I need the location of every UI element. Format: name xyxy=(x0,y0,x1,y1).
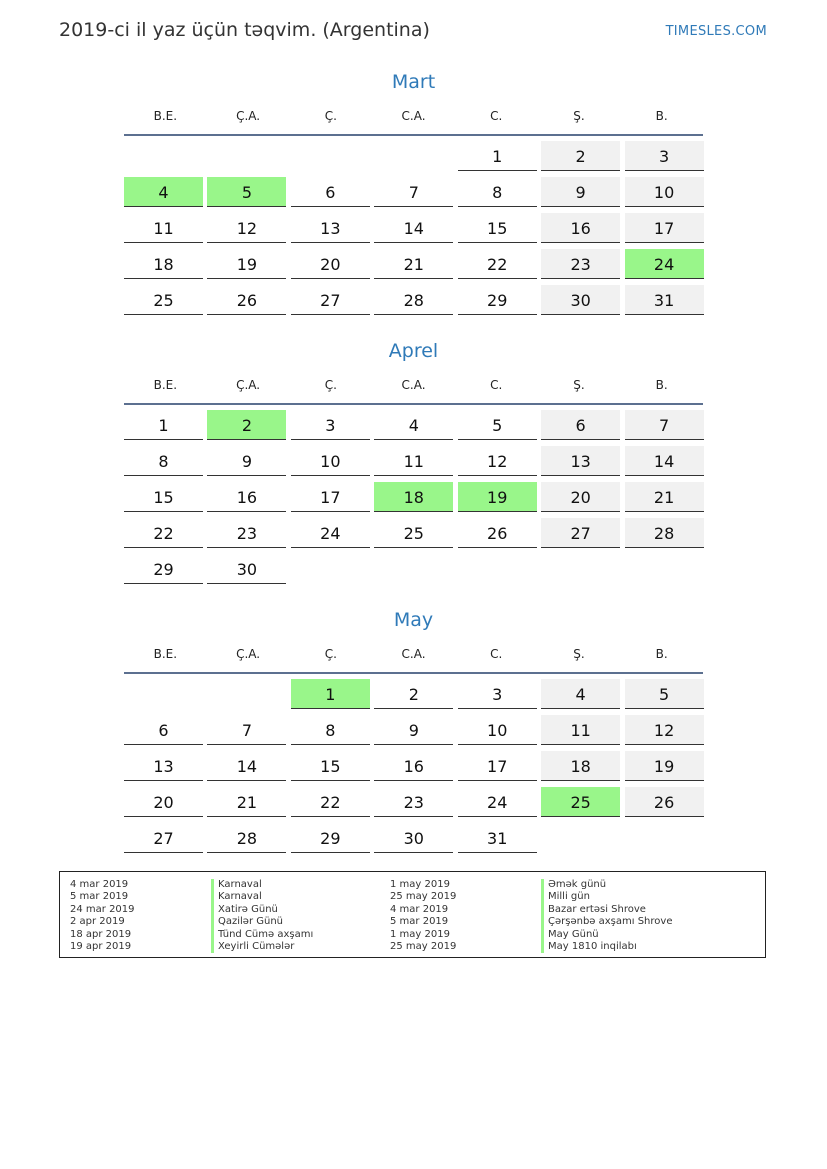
day-cell: 6 xyxy=(291,177,370,207)
day-cell: 11 xyxy=(541,715,620,745)
holiday-day-cell: 25 xyxy=(541,787,620,817)
day-cell: 28 xyxy=(625,518,704,548)
legend-date: 25 may 2019 xyxy=(390,891,457,903)
day-cell: 5 xyxy=(625,679,704,709)
day-cell: 22 xyxy=(458,249,537,279)
day-cell: 21 xyxy=(207,787,286,817)
day-cell: 13 xyxy=(291,213,370,243)
weekday-label: C.A. xyxy=(401,378,426,392)
day-cell: 15 xyxy=(458,213,537,243)
day-cell: 9 xyxy=(374,715,453,745)
month-april xyxy=(124,337,703,590)
day-cell: 11 xyxy=(124,213,203,243)
holiday-day-cell: 2 xyxy=(207,410,286,440)
legend-names-right xyxy=(541,879,672,953)
day-cell: 23 xyxy=(541,249,620,279)
legend-date: 2 apr 2019 xyxy=(70,916,125,928)
legend-dates-left xyxy=(70,879,135,953)
holiday-legend xyxy=(59,871,766,958)
weekday-label: B.E. xyxy=(153,378,178,392)
month-may xyxy=(124,606,703,859)
day-cell: 20 xyxy=(124,787,203,817)
day-cell: 27 xyxy=(541,518,620,548)
month-name: Aprel xyxy=(388,340,439,362)
weekday-label: Ç. xyxy=(324,378,337,392)
legend-date: 5 mar 2019 xyxy=(70,891,129,903)
day-cell: 18 xyxy=(124,249,203,279)
header-rule xyxy=(124,134,703,136)
legend-date: 19 apr 2019 xyxy=(70,940,132,952)
holiday-day-cell: 1 xyxy=(291,679,370,709)
legend-holiday: May 1810 inqilabı xyxy=(541,941,672,953)
day-cell: 1 xyxy=(458,141,537,171)
day-cell: 20 xyxy=(291,249,370,279)
weekday-label: B. xyxy=(655,647,668,661)
day-cell: 9 xyxy=(207,446,286,476)
weekday-label: Ş. xyxy=(573,109,585,123)
page-title: 2019-ci il yaz üçün təqvim. (Argentina) xyxy=(59,19,430,41)
day-cell: 1 xyxy=(124,410,203,440)
day-cell: 3 xyxy=(291,410,370,440)
day-cell: 19 xyxy=(207,249,286,279)
day-cell: 7 xyxy=(207,715,286,745)
weekday-label: B.E. xyxy=(153,647,178,661)
month-name: Mart xyxy=(391,71,436,93)
weekday-label: C. xyxy=(490,647,503,661)
day-cell: 21 xyxy=(625,482,704,512)
day-cell: 15 xyxy=(291,751,370,781)
day-cell: 24 xyxy=(458,787,537,817)
legend-holiday: Milli gün xyxy=(541,891,672,903)
day-cell: 3 xyxy=(625,141,704,171)
day-cell: 7 xyxy=(625,410,704,440)
day-cell: 30 xyxy=(207,554,286,584)
weekday-label: C.A. xyxy=(401,647,426,661)
day-cell: 12 xyxy=(458,446,537,476)
day-cell: 28 xyxy=(374,285,453,315)
month-march xyxy=(124,68,703,321)
legend-holiday: Bazar ertəsi Shrove xyxy=(541,904,672,916)
legend-holiday: Çərşənbə axşamı Shrove xyxy=(541,916,672,928)
day-cell: 24 xyxy=(291,518,370,548)
weekday-header xyxy=(124,646,703,672)
day-cell: 16 xyxy=(207,482,286,512)
month-name: May xyxy=(393,609,434,631)
day-cell: 31 xyxy=(625,285,704,315)
day-cell: 30 xyxy=(541,285,620,315)
legend-date: 25 may 2019 xyxy=(390,940,457,952)
weekday-header xyxy=(124,377,703,403)
day-cell: 15 xyxy=(124,482,203,512)
weekday-label: B. xyxy=(655,109,668,123)
weekday-label: B. xyxy=(655,378,668,392)
day-cell: 17 xyxy=(625,213,704,243)
weekday-label: Ç. xyxy=(324,109,337,123)
day-cell: 29 xyxy=(458,285,537,315)
day-cell: 26 xyxy=(207,285,286,315)
day-cell: 29 xyxy=(291,823,370,853)
weekday-label: C.A. xyxy=(401,109,426,123)
day-cell: 8 xyxy=(458,177,537,207)
day-cell: 3 xyxy=(458,679,537,709)
weekday-label: Ç.A. xyxy=(236,647,261,661)
legend-date: 5 mar 2019 xyxy=(390,916,449,928)
day-cell: 2 xyxy=(374,679,453,709)
legend-date: 18 apr 2019 xyxy=(70,928,132,940)
weekday-label: C. xyxy=(490,109,503,123)
day-cell: 27 xyxy=(124,823,203,853)
day-cell: 14 xyxy=(625,446,704,476)
header-rule xyxy=(124,403,703,405)
legend-date: 4 mar 2019 xyxy=(70,879,129,890)
day-grid xyxy=(124,679,703,859)
legend-holiday: May Günü xyxy=(541,929,672,941)
legend-holiday: Karnaval xyxy=(211,891,313,903)
day-cell: 30 xyxy=(374,823,453,853)
day-cell: 25 xyxy=(374,518,453,548)
day-cell: 22 xyxy=(291,787,370,817)
legend-holiday: Tünd Cümə axşamı xyxy=(211,929,313,941)
day-cell: 18 xyxy=(541,751,620,781)
day-cell: 7 xyxy=(374,177,453,207)
day-cell: 13 xyxy=(541,446,620,476)
day-cell: 13 xyxy=(124,751,203,781)
day-cell: 23 xyxy=(374,787,453,817)
day-cell: 26 xyxy=(625,787,704,817)
legend-holiday: Qazilər Günü xyxy=(211,916,313,928)
day-cell: 16 xyxy=(541,213,620,243)
header-rule xyxy=(124,672,703,674)
legend-date: 4 mar 2019 xyxy=(390,903,449,915)
weekday-label: Ç. xyxy=(324,647,337,661)
weekday-label: Ş. xyxy=(573,647,585,661)
legend-holiday: Xeyirli Cümələr xyxy=(211,941,313,953)
weekday-label: Ç.A. xyxy=(236,109,261,123)
day-cell: 26 xyxy=(458,518,537,548)
legend-date: 24 mar 2019 xyxy=(70,903,135,915)
day-cell: 4 xyxy=(541,679,620,709)
day-cell: 10 xyxy=(458,715,537,745)
site-link[interactable]: TIMESLES.COM xyxy=(665,24,767,39)
day-cell: 31 xyxy=(458,823,537,853)
day-cell: 8 xyxy=(124,446,203,476)
day-cell: 29 xyxy=(124,554,203,584)
holiday-day-cell: 4 xyxy=(124,177,203,207)
holiday-day-cell: 5 xyxy=(207,177,286,207)
legend-names-left xyxy=(211,879,313,953)
day-cell: 17 xyxy=(291,482,370,512)
day-grid xyxy=(124,141,703,321)
legend-date: 1 may 2019 xyxy=(390,928,450,940)
day-cell: 6 xyxy=(124,715,203,745)
day-cell: 14 xyxy=(374,213,453,243)
day-cell: 28 xyxy=(207,823,286,853)
day-cell: 22 xyxy=(124,518,203,548)
day-cell: 10 xyxy=(625,177,704,207)
day-cell: 4 xyxy=(374,410,453,440)
day-cell: 23 xyxy=(207,518,286,548)
day-cell: 9 xyxy=(541,177,620,207)
day-cell: 10 xyxy=(291,446,370,476)
weekday-label: C. xyxy=(490,378,503,392)
day-cell: 16 xyxy=(374,751,453,781)
weekday-label: B.E. xyxy=(153,109,178,123)
day-cell: 2 xyxy=(541,141,620,171)
legend-date: 1 may 2019 xyxy=(390,879,450,890)
day-cell: 11 xyxy=(374,446,453,476)
day-cell: 12 xyxy=(207,213,286,243)
legend-holiday: Karnaval xyxy=(211,879,313,891)
day-cell: 6 xyxy=(541,410,620,440)
legend-holiday: Əmək günü xyxy=(541,879,672,891)
holiday-day-cell: 18 xyxy=(374,482,453,512)
day-cell: 19 xyxy=(625,751,704,781)
day-grid xyxy=(124,410,703,590)
day-cell: 8 xyxy=(291,715,370,745)
day-cell: 5 xyxy=(458,410,537,440)
weekday-label: Ç.A. xyxy=(236,378,261,392)
day-cell: 21 xyxy=(374,249,453,279)
day-cell: 25 xyxy=(124,285,203,315)
holiday-day-cell: 24 xyxy=(625,249,704,279)
legend-holiday: Xatirə Günü xyxy=(211,904,313,916)
day-cell: 12 xyxy=(625,715,704,745)
weekday-label: Ş. xyxy=(573,378,585,392)
holiday-day-cell: 19 xyxy=(458,482,537,512)
day-cell: 27 xyxy=(291,285,370,315)
weekday-header xyxy=(124,108,703,134)
day-cell: 20 xyxy=(541,482,620,512)
legend-dates-right xyxy=(390,879,456,953)
day-cell: 17 xyxy=(458,751,537,781)
day-cell: 14 xyxy=(207,751,286,781)
